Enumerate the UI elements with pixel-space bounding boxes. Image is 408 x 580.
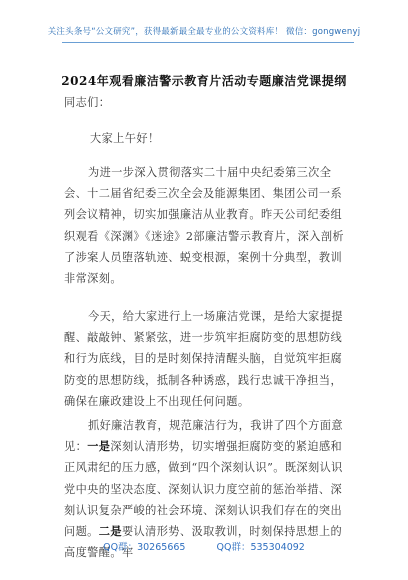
greeting: 大家上午好！	[90, 132, 160, 145]
footer	[0, 539, 408, 553]
paragraph-3-intro: 抓好廉洁教育，规范廉洁行为，我讲了四个方面意见：	[64, 419, 343, 454]
salutation: 同志们：	[64, 96, 111, 109]
point-one-lead: 一是	[87, 439, 111, 454]
document-title: 2024年观看廉洁警示教育片活动专题廉洁党课提纲	[61, 74, 347, 88]
footer-qq-group-1: QQ群：30265665	[103, 542, 186, 553]
header-note: 关注头条号“公文研究”，获得最新最全最专业的公文资料库！ 微信：gongwenyj	[47, 27, 361, 37]
footer-qq-group-2: QQ群：535304092	[216, 542, 305, 553]
paragraph-2: 今天，给大家进行上一场廉洁党课，是给大家提提醒、敲敲钟、紧紧弦，进一步筑牢拒腐防变的思想防线和行为底线，目的是时刻保持清醒头脑，自觉筑牢拒腐防变的思想防线，抵制各种诱惑，践行忠诚干净担当，确保在廉政建设上不出现任何问题。	[64, 310, 343, 408]
point-two-text: 要认清形势、汲取教训，时刻保持思想上的高度警醒。牢	[64, 525, 343, 560]
header-divider	[62, 42, 354, 43]
point-two-lead: 二是	[98, 524, 122, 539]
paragraph-1: 为进一步深入贯彻落实二十届中央纪委第三次全会、十二届省纪委三次全会及能源集团、集团公司一系列会议精神，切实加强廉洁从业教育。昨天公司纪委组织观看《深渊》《迷途》2部廉洁警示教育片，深入剖析了涉案人员堕落轨迹、蜕变根源，案例十分典型，教训非常深刻。	[64, 166, 345, 286]
point-one-text: 深刻认清形势，切实增强拒腐防变的紧迫感和正风肃纪的压力感，做到“四个深刻认识”。既深刻认识党中央的坚决态度、深刻认识力度空前的惩治举措、深刻认识复杂严峻的社会环境、深刻认识我们存在的突出问题。	[64, 440, 343, 539]
